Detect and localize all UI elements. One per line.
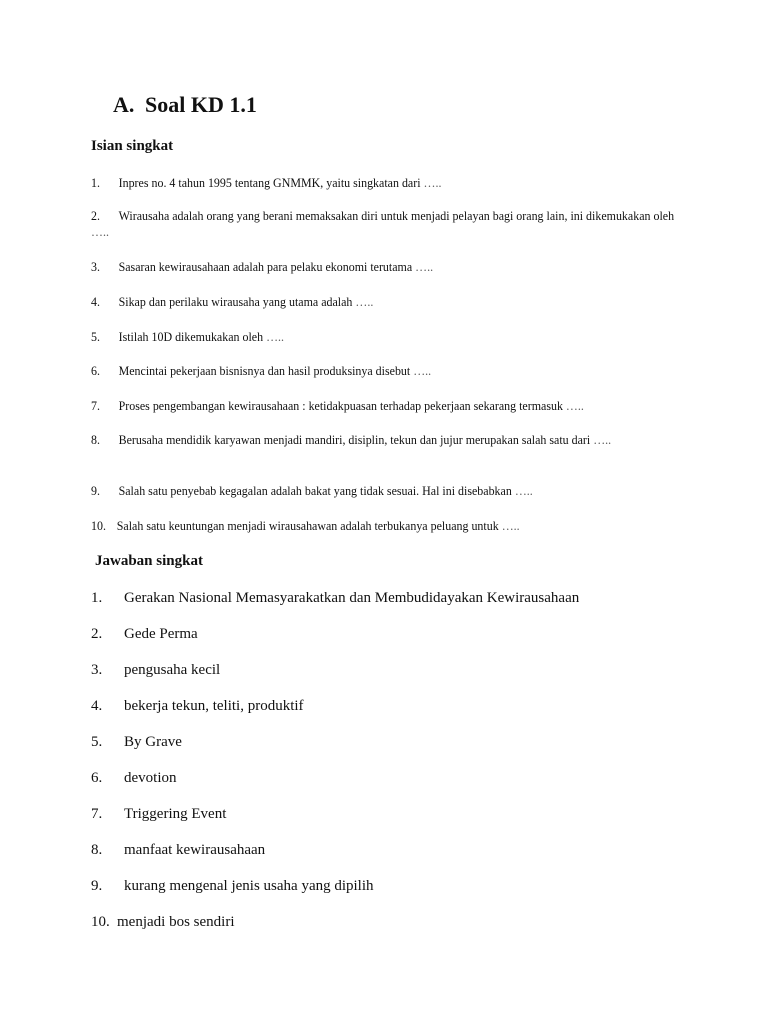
answer-item — [91, 661, 691, 679]
answer-number: 2. — [91, 626, 103, 642]
question-text: Sikap dan perilaku wirausaha yang utama adalah — [118, 294, 353, 309]
answer-number: 9. — [91, 878, 103, 894]
section-heading — [113, 92, 257, 118]
question-blank: ….. — [355, 294, 374, 309]
question-item — [91, 518, 717, 534]
answer-item — [91, 589, 691, 607]
question-blank: ….. — [413, 363, 432, 378]
answer-text: kurang mengenal jenis usaha yang dipilih — [124, 878, 374, 894]
question-text: Inpres no. 4 tahun 1995 tentang GNMMK, yaitu singkatan dari — [118, 175, 421, 190]
question-number: 3. — [91, 259, 100, 274]
answer-number: 7. — [91, 806, 103, 822]
question-text: Sasaran kewirausahaan adalah para pelaku ekonomi terutama — [118, 259, 413, 274]
question-text: Salah satu penyebab kegagalan adalah bakat yang tidak sesuai. Hal ini disebabkan — [118, 483, 512, 498]
question-item — [91, 483, 717, 499]
answer-number: 5. — [91, 734, 103, 750]
answer-number: 6. — [91, 770, 103, 786]
question-number: 7. — [91, 398, 100, 413]
question-item — [91, 294, 634, 310]
answer-item — [91, 697, 691, 715]
question-item — [91, 208, 680, 240]
isian-singkat-title: Isian singkat — [91, 138, 174, 154]
answer-text: pengusaha kecil — [124, 662, 221, 678]
answer-number: 10. — [91, 914, 110, 930]
question-number: 10. — [91, 518, 106, 533]
question-text: Salah satu keuntungan menjadi wirausahawan adalah terbukanya peluang untuk — [116, 518, 499, 533]
question-text: Berusaha mendidik karyawan menjadi mandiri, disiplin, tekun dan jujur merupakan salah satu dari — [118, 432, 591, 447]
answer-number: 8. — [91, 842, 103, 858]
answer-text: By Grave — [124, 734, 182, 750]
answer-number: 4. — [91, 698, 103, 714]
answer-text: Gede Perma — [124, 626, 198, 642]
question-item — [91, 329, 634, 345]
answer-item — [91, 913, 691, 931]
question-text: Wirausaha adalah orang yang berani memaksakan diri untuk menjadi pelayan bagi orang lain, ini dikemukakan oleh — [118, 208, 675, 223]
question-item — [91, 363, 634, 379]
answer-item — [91, 841, 691, 859]
question-number: 8. — [91, 432, 100, 447]
answer-text: menjadi bos sendiri — [117, 914, 235, 930]
answer-number: 1. — [91, 590, 103, 606]
question-number: 9. — [91, 483, 100, 498]
question-item — [91, 432, 680, 448]
question-blank: ….. — [91, 224, 109, 239]
jawaban-singkat-title: Jawaban singkat — [95, 553, 203, 569]
answer-number: 3. — [91, 662, 103, 678]
question-number: 5. — [91, 329, 100, 344]
question-item — [91, 398, 717, 414]
answer-item — [91, 805, 691, 823]
answer-item — [91, 625, 691, 643]
heading-letter: A. — [113, 92, 135, 117]
answer-text: devotion — [124, 770, 177, 786]
question-blank: ….. — [593, 432, 612, 447]
question-blank: ….. — [423, 175, 442, 190]
question-number: 1. — [91, 175, 100, 190]
question-blank: ….. — [501, 518, 520, 533]
question-text: Istilah 10D dikemukakan oleh — [118, 329, 264, 344]
answer-text: bekerja tekun, teliti, produktif — [124, 698, 304, 714]
heading-title: Soal KD 1.1 — [145, 92, 257, 117]
question-text: Mencintai pekerjaan bisnisnya dan hasil produksinya disebut — [118, 363, 411, 378]
question-number: 2. — [91, 208, 100, 223]
question-blank: ….. — [565, 398, 584, 413]
answer-item — [91, 733, 691, 751]
answer-item — [91, 769, 691, 787]
question-text: Proses pengembangan kewirausahaan : ketidakpuasan terhadap pekerjaan sekarang termasuk — [118, 398, 563, 413]
answer-text: Gerakan Nasional Memasyarakatkan dan Membudidayakan Kewirausahaan — [124, 590, 580, 606]
answer-text: Triggering Event — [124, 806, 227, 822]
question-blank: ….. — [514, 483, 533, 498]
question-item — [91, 259, 634, 275]
question-number: 6. — [91, 363, 100, 378]
question-number: 4. — [91, 294, 100, 309]
answer-item — [91, 877, 691, 895]
question-item — [91, 175, 634, 191]
question-blank: ….. — [415, 259, 434, 274]
answer-text: manfaat kewirausahaan — [124, 842, 266, 858]
question-blank: ….. — [266, 329, 285, 344]
